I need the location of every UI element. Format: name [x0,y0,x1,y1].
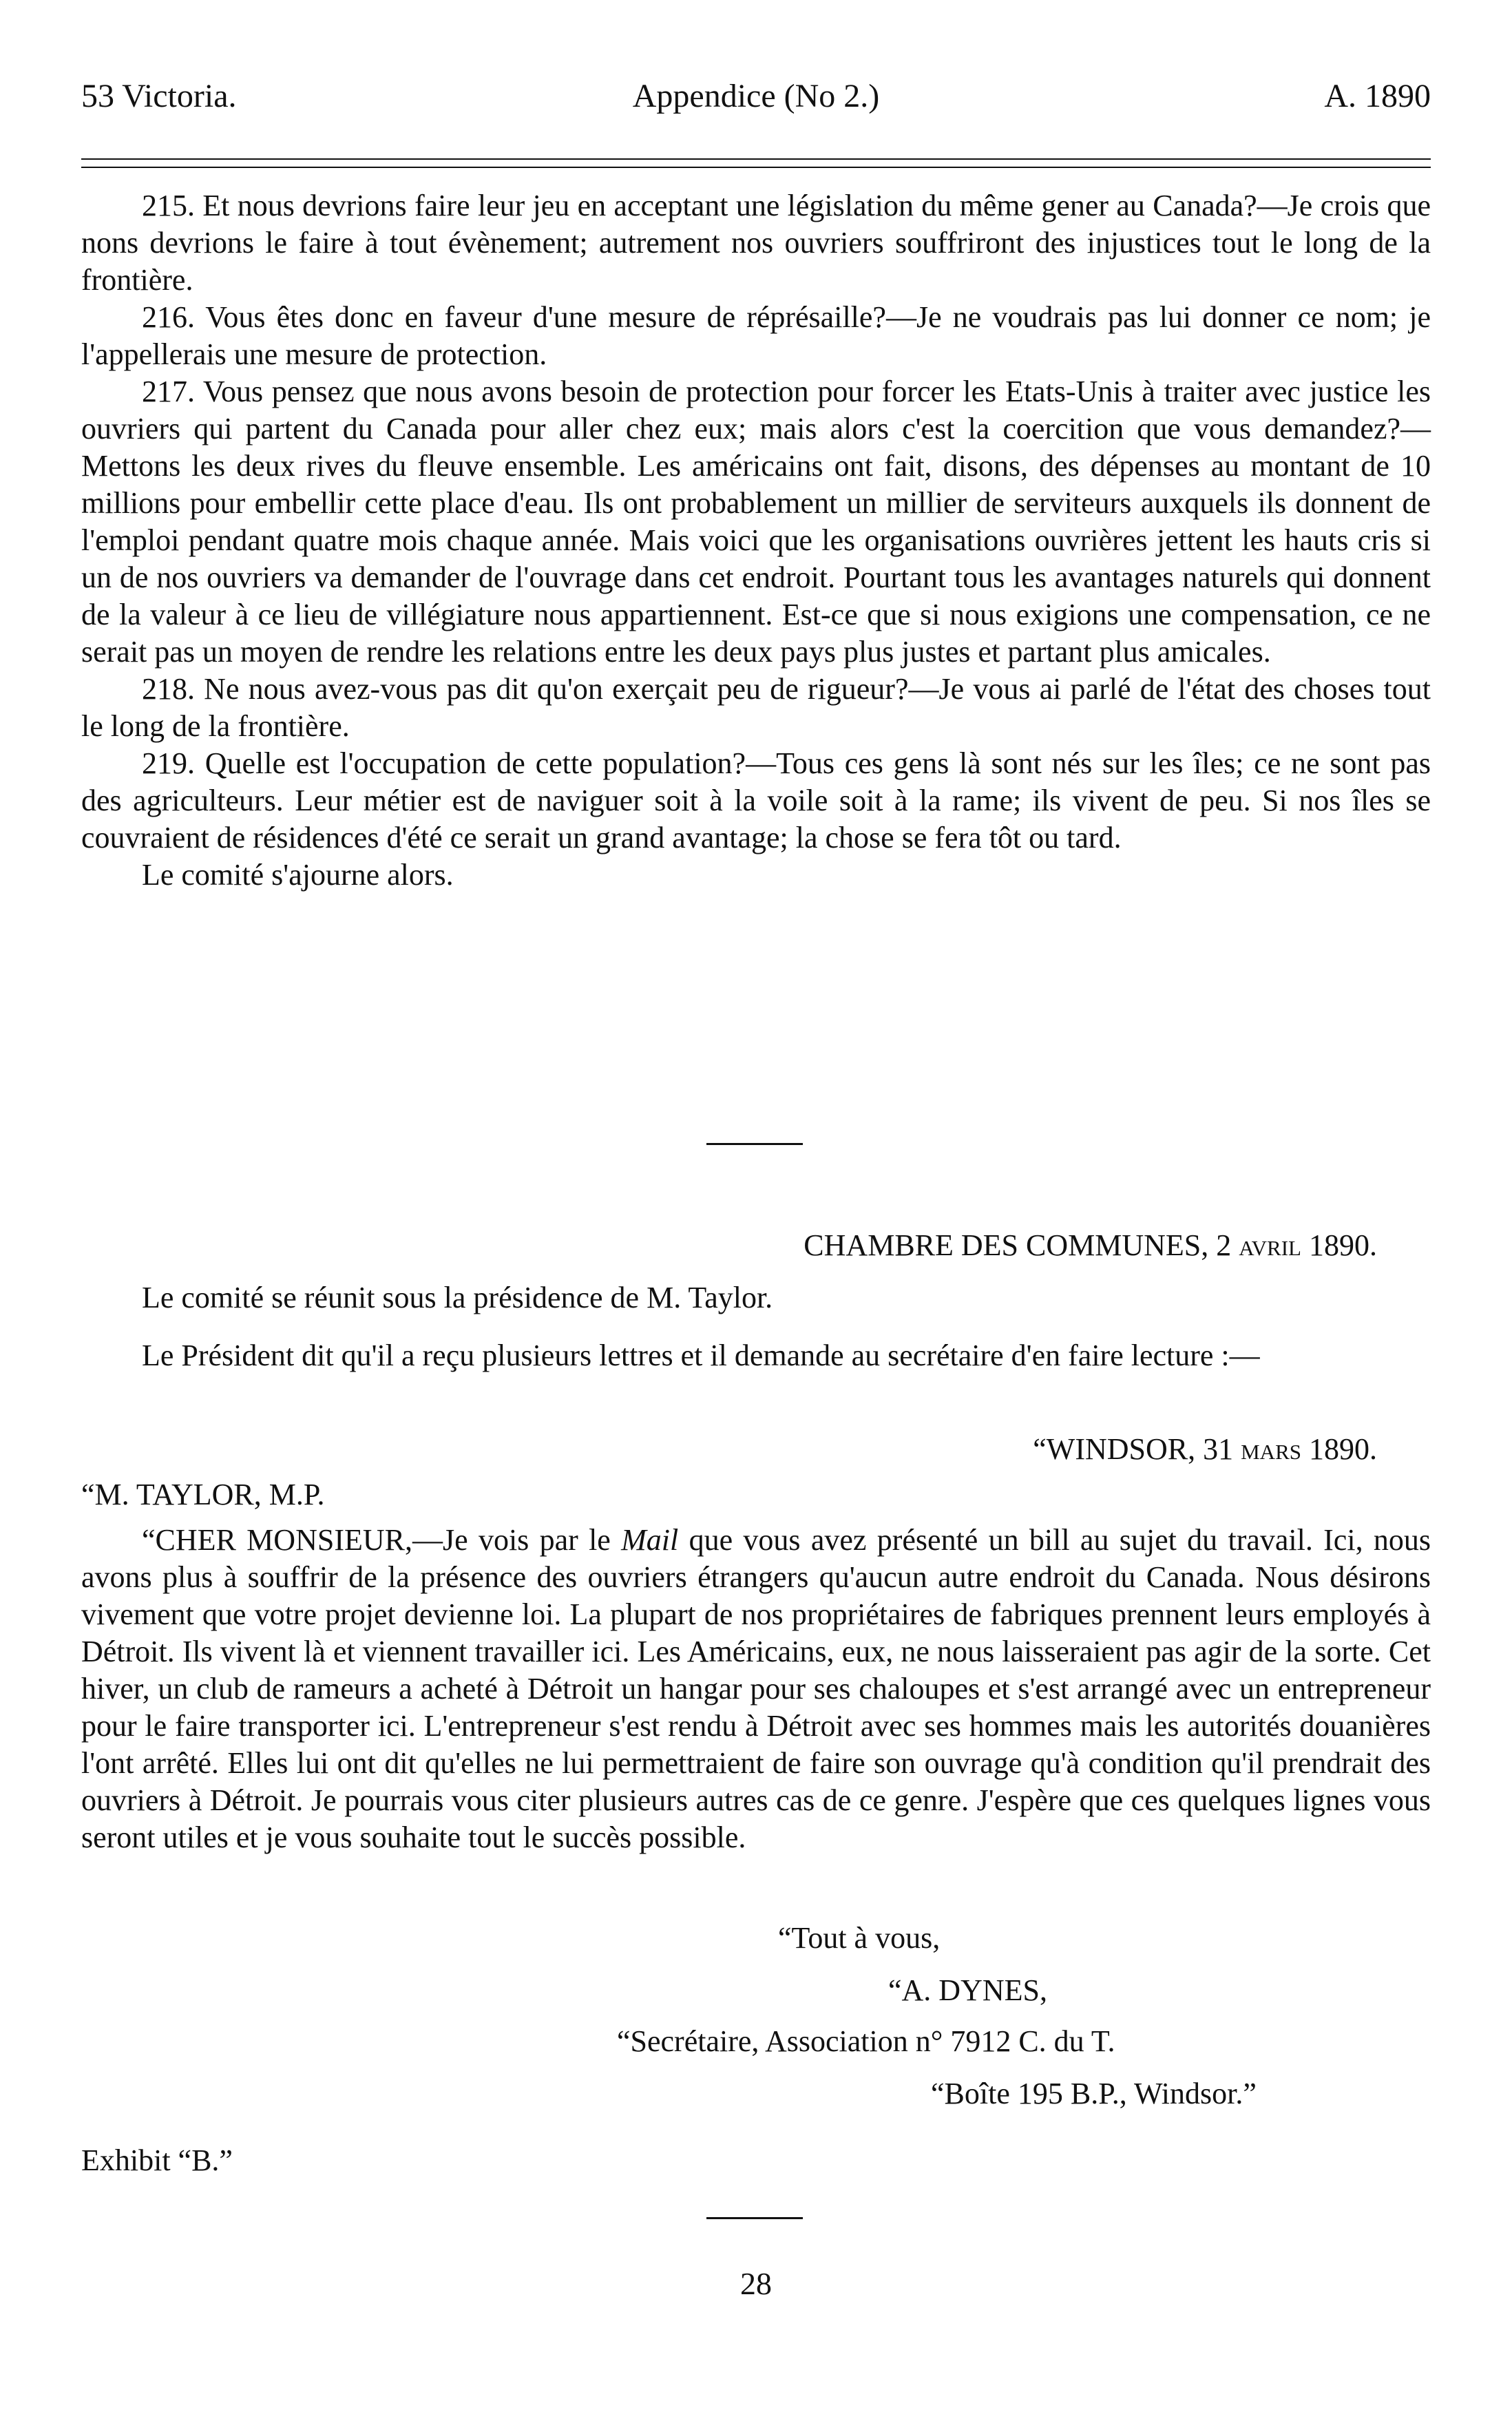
header-rule-bottom [81,167,1431,168]
question-216: 216. Vous êtes donc en faveur d'une mesure de réprésaille?—Je ne voudrais pas lui donner ce nom; je l'appellerais une mesure de protection. [81,300,1431,371]
running-header [81,77,1431,132]
header-appendix: Appendice (No 2.) [632,78,880,114]
exhibit-label: Exhibit “B.” [81,2143,233,2177]
newspaper-title: Mail [621,1523,679,1557]
adjournment-note: Le comité s'ajourne alors. [142,858,454,892]
footer-divider [706,2217,803,2219]
question-217: 217. Vous pensez que nous avons besoin de protection pour forcer les Etats-Unis à traiter avec justice les ouvriers qui partent du Canada pour aller chez eux; mais alors c'est la coercition que vous demandez?—Mettons les deux rives du fleuve ensemble. Les américains ont fait, disons, des dépenses au montant de 10 millions pour embellir cette place d'eau. Ils ont probablement un millier de serviteurs auxquels ils donnent de l'emploi pendant quatre mois chaque année. Mais voici que les organisations ouvrières jettent les hauts cris si un de nos ouvriers va demander de l'ouvrage dans cet endroit. Pourtant tous les avantages naturels qui donnent de la valeur à ce lieu de villégiature nous appartiennent. Est-ce que si nous exigions une compensation, ce ne serait pas un moyen de rendre les relations entre les deux pays plus justes et partant plus amicales. [81,375,1431,669]
page-number: 28 [740,2266,772,2301]
header-year: A. 1890 [1324,78,1431,114]
section-divider [706,1143,803,1145]
letter-paragraph: “CHER MONSIEUR,—Je vois par le Mail que vous avez présenté un bill au sujet du travail. Ici, nous avons plus à souffrir de la présence des ouvriers étrangers qu'aucun autre endroit du Canada. Nous désirons vivement que votre projet devienne loi. La plupart de nos propriétaires de fabriques prennent leurs employés à Détroit. Ils vivent là et viennent travailler ici. Les Américains, eux, ne nous laisseraient pas agir de la sorte. Cet hiver, un club de rameurs a acheté à Détroit un hangar pour ses chaloupes et s'est arrangé avec un entrepreneur pour le faire transporter ici. L'entrepreneur s'est rendu à Détroit avec ses hommes mais les autorités douanières l'ont arrêté. Elles lui ont dit qu'elles ne lui permettraient de faire son ouvrage qu'à condition qu'il prendrait des ouvriers à Détroit. Je pourrais vous citer plusieurs autres cas de ce genre. J'espère que ces quelques lignes vous seront utiles et je vous souhaite tout le succès possible. [81,1523,1431,1854]
letter-addressee: “M. TAYLOR, M.P. [81,1478,325,1511]
header-rule-top [81,158,1431,160]
question-218: 218. Ne nous avez-vous pas dit qu'on exerçait peu de rigueur?—Je vous ai parlé de l'état des choses tout le long de la frontière. [81,672,1431,743]
president-statement: Le Président dit qu'il a reçu plusieurs lettres et il demande au secrétaire d'en faire lecture :— [142,1339,1260,1372]
question-219: 219. Quelle est l'occupation de cette population?—Tous ces gens là sont nés sur les îles; ce ne sont pas des agriculteurs. Leur métier est de naviguer soit à la voile soit à la rame; ils vivent de peu. Si nos îles se couvraient de résidences d'été ce serait un grand avantage; la chose se fera tôt ou tard. [81,746,1431,854]
question-215: 215. Et nous devrions faire leur jeu en acceptant une législation du même gener au Canada?—Je crois que nons devrions le faire à tout évènement; autrement nos ouvriers souffriront des injustices tout le long de la frontière. [81,189,1431,297]
testimony-body [81,187,1431,894]
letter-signer-title: “Secrétaire, Association n° 7912 C. du T. [617,2024,1115,2058]
letter-body [81,1522,1431,1856]
header-session: 53 Victoria. [81,78,237,114]
session-heading: CHAMBRE DES COMMUNES, 2 avril 1890. [804,1228,1377,1262]
letter-closing: “Tout à vous, [778,1921,941,1955]
letter-signer: “A. DYNES, [888,1973,1047,2007]
session-opening: Le comité se réunit sous la présidence de M. Taylor. [142,1281,773,1314]
letter-dateline: “WINDSOR, 31 mars 1890. [1033,1432,1377,1466]
letter-salutation: “CHER MONSIEUR, [142,1523,412,1557]
letter-signer-address: “Boîte 195 B.P., Windsor.” [931,2077,1257,2110]
